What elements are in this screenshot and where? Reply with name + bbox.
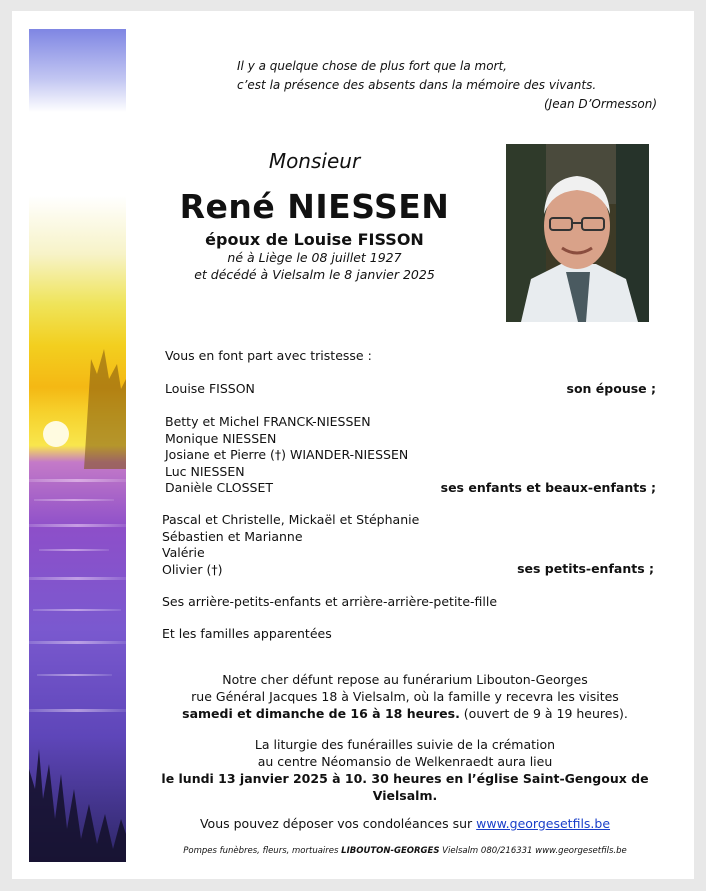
- death-line: et décédé à Vielsalm le 8 janvier 2025: [194, 267, 435, 282]
- birth-line: né à Liège le 08 juillet 1927: [227, 250, 402, 265]
- quote-block: [237, 57, 657, 114]
- quote-line-2: c’est la présence des absents dans la mémoire des vivants.: [237, 78, 597, 92]
- obituary-page: [12, 11, 694, 879]
- list-item: Josiane et Pierre (†) WIANDER-NIESSEN: [165, 447, 409, 462]
- list-item: Betty et Michel FRANCK-NIESSEN: [165, 414, 371, 429]
- great-grandchildren-line: Ses arrière-petits-enfants et arrière-arrière-petite-fille: [162, 594, 498, 609]
- quote-author: (Jean D’Ormesson): [543, 97, 657, 111]
- footer-part-1: Pompes funèbres, fleurs, mortuaires: [183, 846, 342, 856]
- visitation-block: [132, 671, 678, 722]
- list-item: Luc NIESSEN: [165, 463, 245, 479]
- quote-line-1: Il y a quelque chose de plus fort que la mort,: [237, 59, 507, 73]
- list-item: Pascal et Christelle, Mickaël et Stéphanie: [162, 512, 420, 527]
- portrait-photo: [506, 144, 649, 322]
- relation-spouse: son épouse ;: [566, 381, 656, 396]
- footer-part-2: Vielsalm 080/216331 www.georgesetfils.be: [439, 846, 627, 856]
- deceased-name: René NIESSEN: [179, 187, 450, 226]
- liturgy-line-1: La liturgie des funérailles suivie de la crémation: [254, 737, 556, 752]
- liturgy-line-2: au centre Néomansio de Welkenraedt aura lieu: [257, 754, 553, 769]
- civility: Monsieur: [268, 149, 361, 173]
- liturgy-block: [132, 736, 678, 804]
- footer: [132, 846, 678, 856]
- liturgy-line-3: le lundi 13 janvier 2025 à 10. 30 heures en l’église Saint-Gengoux de Vielsalm.: [161, 771, 649, 803]
- spouse-line: époux de Louise FISSON: [205, 230, 424, 249]
- families-line: Et les familles apparentées: [162, 626, 332, 641]
- sunset-lake-image: [29, 29, 126, 862]
- visitation-hours: samedi et dimanche de 16 à 18 heures.: [182, 706, 460, 721]
- visitation-line-2: rue Général Jacques 18 à Vielsalm, où la famille y recevra les visites: [191, 689, 619, 704]
- relation-children: ses enfants et beaux-enfants ;: [440, 480, 656, 495]
- visitation-line-1: Notre cher défunt repose au funérarium Libouton-Georges: [222, 672, 588, 687]
- deceased-block: [152, 149, 477, 283]
- visitation-opening: (ouvert de 9 à 19 heures).: [459, 706, 628, 721]
- list-item: Monique NIESSEN: [165, 430, 277, 446]
- list-item: Olivier (†): [162, 561, 223, 577]
- condolences-line: [132, 815, 678, 832]
- footer-brand: LIBOUTON-GEORGES: [341, 846, 440, 856]
- visitation-line-3: [132, 705, 678, 722]
- intro-text: Vous en font part avec tristesse :: [165, 348, 372, 363]
- children-list: [165, 414, 408, 497]
- grandchildren-list: [162, 512, 419, 578]
- relation-grandchildren: ses petits-enfants ;: [517, 561, 654, 576]
- list-item: Valérie: [162, 545, 205, 560]
- list-item: Sébastien et Marianne: [162, 528, 303, 544]
- condolences-text: Vous pouvez déposer vos condoléances sur: [199, 816, 477, 831]
- list-item: Danièle CLOSSET: [165, 480, 273, 495]
- condolences-link[interactable]: www.georgesetfils.be: [476, 816, 611, 831]
- spouse-name: Louise FISSON: [165, 381, 255, 396]
